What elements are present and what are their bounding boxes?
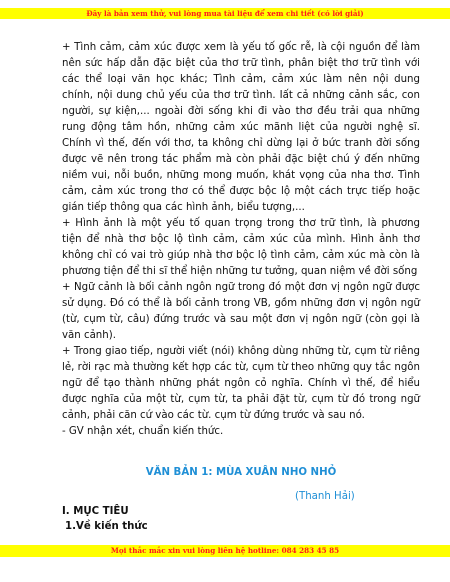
- paragraph-image: + Hình ảnh là một yếu tố quan trọng trong thơ trữ tình, là phương tiện để nhà thơ bộc lộ tình cảm, cảm xúc của mình. Hình ảnh thơ không chỉ có vai trò giúp nhà thơ bộc lộ tình cảm, cảm xúc mà còn là phương tiện để thi sĩ thể hiện những tư tưởng, quan niệm về đời sống: [62, 218, 420, 277]
- document-body: [62, 40, 420, 440]
- heading-knowledge: 1.Về kiến thức: [65, 521, 148, 532]
- preview-notice-banner: Đây là bản xem thử, vui lòng mua tài liệu để xem chi tiết (có lời giải): [0, 8, 450, 19]
- paragraph-context: + Ngữ cảnh là bối cảnh ngôn ngữ trong đó một đơn vị ngôn ngữ được sử dụng. Đó có thể là bối cảnh trong VB, gồm những đơn vị ngôn ngữ (từ, cụm từ, câu) đứng trước và sau một đơn vị ngôn ngữ (còn gọi là văn cảnh).: [62, 282, 420, 341]
- paragraph-emotion: + Tình cảm, cảm xúc được xem là yếu tố gốc rễ, là cội nguồn để làm nên sức hấp dẫn đặc biệt của thơ trữ tình, phân biệt thơ trữ tình với các thể loại văn học khác; Tình cảm, cảm xúc làm nên nội dung chính, nội dung chủ yếu của thơ trữ tình. Iất cả những cảnh sắc, con người, sự kiện,... ngoài đời sống khi đi vào thơ đều trải qua những rung động tâm hồn, những cảm xúc mãnh liệt của người nghệ sĩ. Chính vì thế, đến với thơ, ta không chỉ dừng lại ở bức tranh đời sống được vẽ nên trong tác phẩm mà còn phải đặc biệt chú ý đến những niềm vui, nỗi buồn, những mong muốn, khát vọng của nha thơ. Tình cảm, cảm xúc trong thơ có thể được bộc lộ một cách trực tiếp hoặc gián tiếp thông qua các hình ảnh, biểu tượng,...: [62, 42, 420, 213]
- paragraph-communication: + Trong giao tiếp, người viết (nói) không dùng những từ, cụm từ riêng lẻ, rời rạc mà thường kết hợp các từ, cụm từ theo những quy tắc ngôn ngữ để tạo thành những phát ngôn cỏ nghĩa. Chính vì thế, để hiểu được nghĩa của một từ, cụm từ, ta phải đặt từ, cụm từ đó trong ngữ cảnh, phải căn cứ vào các từ. cụm từ đứng trước và sau nó.: [62, 346, 420, 421]
- author-name: (Thanh Hải): [295, 491, 355, 502]
- heading-objectives: I. MỤC TIÊU: [62, 506, 129, 517]
- paragraph-teacher-note: - GV nhận xét, chuẩn kiến thức.: [62, 426, 224, 437]
- section-title: VĂN BẢN 1: MÙA XUÂN NHO NHỎ: [145, 467, 337, 478]
- hotline-banner: Mọi thắc mắc xin vui lòng liên hệ hotline: 084 283 45 85: [0, 545, 450, 557]
